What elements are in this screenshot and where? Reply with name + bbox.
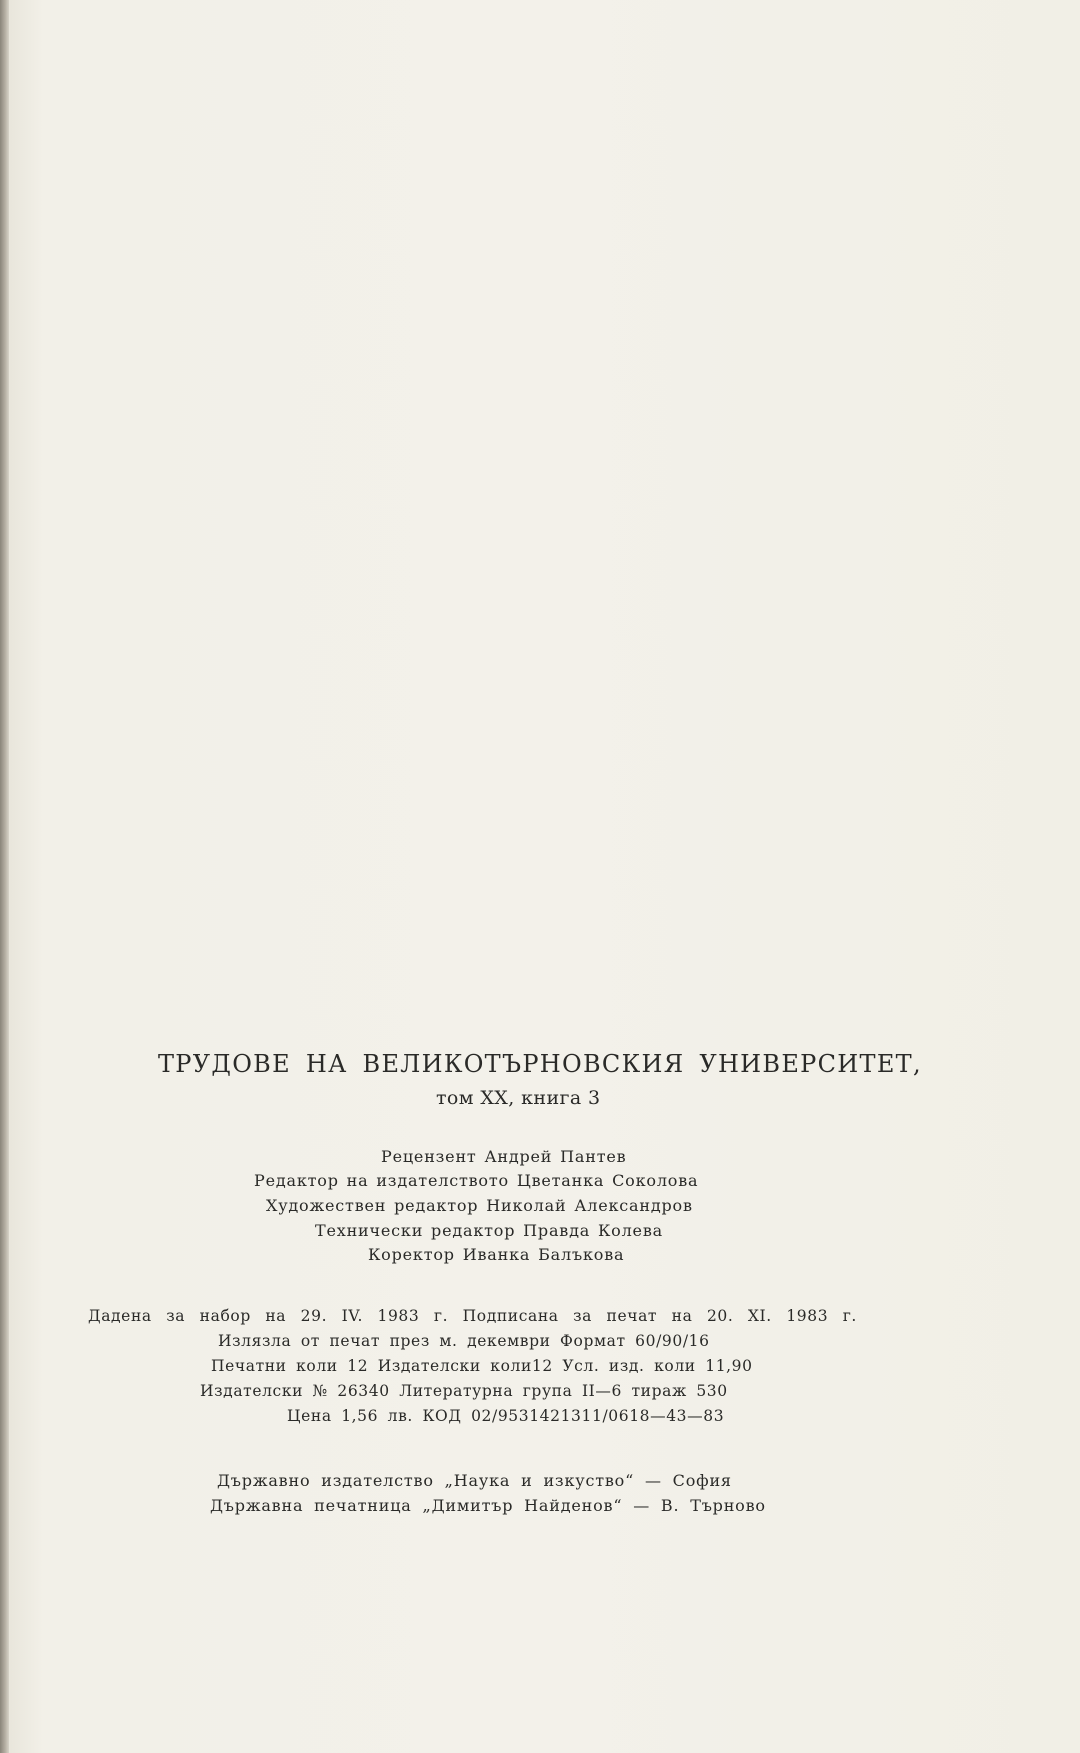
publication-format: Излязла от печат през м. декември Формат 60/90/16 xyxy=(218,1332,710,1350)
publication-price-code: Цена 1,56 лв. КОД 02/9531421311/0618—43—83 xyxy=(287,1407,725,1425)
credit-reviewer: Рецензент Андрей Пантев xyxy=(381,1147,627,1166)
publication-print-run: Издателски № 26340 Литературна група II—6 тираж 530 xyxy=(200,1382,728,1400)
publication-dates: Дадена за набор на 29. IV. 1983 г. Подписана за печат на 20. XI. 1983 г. xyxy=(88,1307,857,1325)
credit-proofreader: Коректор Иванка Балъкова xyxy=(368,1245,625,1264)
credit-technical-editor: Технически редактор Правда Колева xyxy=(315,1221,663,1240)
volume-subtitle: том XX, книга 3 xyxy=(436,1087,601,1109)
credit-art-editor: Художествен редактор Николай Александров xyxy=(266,1196,693,1215)
printer-line: Държавна печатница „Димитър Найденов“ — В. Търново xyxy=(210,1496,766,1515)
credit-editor: Редактор на издателството Цветанка Соколова xyxy=(254,1171,699,1190)
series-title: ТРУДОВЕ НА ВЕЛИКОТЪРНОВСКИЯ УНИВЕРСИТЕТ, xyxy=(158,1050,922,1078)
publisher-line: Държавно издателство „Наука и изкуство“ — София xyxy=(217,1471,732,1490)
publication-sheets: Печатни коли 12 Издателски коли12 Усл. изд. коли 11,90 xyxy=(211,1357,753,1375)
